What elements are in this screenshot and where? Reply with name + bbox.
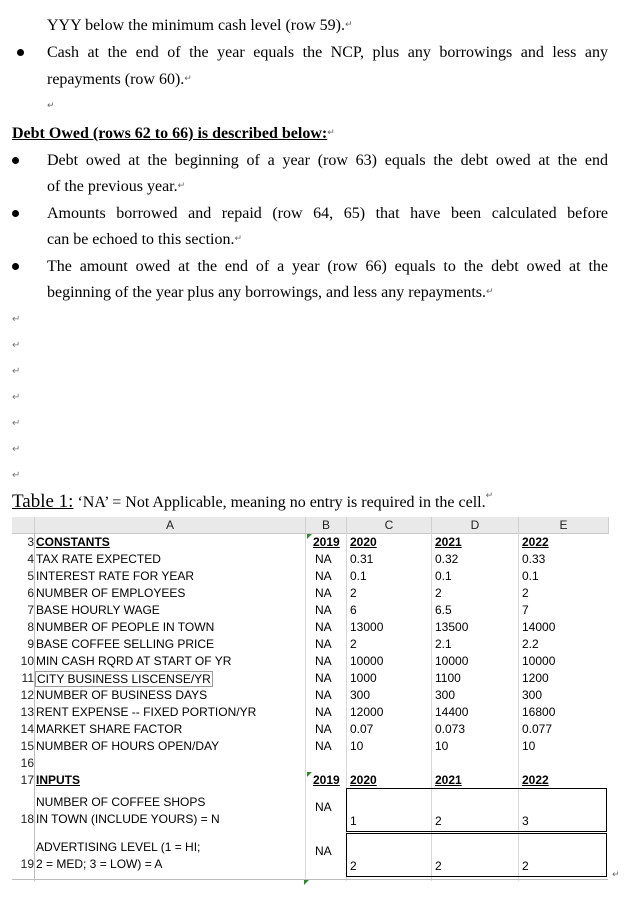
row-number: 14 [20,722,34,736]
paragraph-mark-icon: ↵ [12,366,21,377]
year-header: 2021 [435,535,462,549]
bullet-icon [17,49,24,56]
paragraph-mark-icon: ↵ [12,444,21,455]
bullet-text: Cash at the end of the year equals the NCP, plus any borrowings and less any [47,44,608,61]
input-cell[interactable]: 1 [350,814,357,828]
bullet-line [47,151,608,170]
cell-value: 14000 [522,620,556,634]
cell-value: 300 [435,688,456,702]
cell-value: 0.07 [350,722,374,736]
cell-value: 10000 [522,654,556,668]
row-number: 10 [20,654,34,668]
paragraph-mark-icon: ↵ [12,314,21,325]
cell-value: 0.33 [522,552,546,566]
cell-value: 2 [522,586,529,600]
row-number: 11 [21,671,34,685]
bullet-line [47,177,185,196]
cell-value: 1200 [522,671,549,685]
input-range-border [346,788,607,832]
row-number: 6 [27,586,34,600]
row-number: 3 [27,535,34,549]
constants-heading: CONSTANTS [36,535,110,549]
row-label: RENT EXPENSE -- FIXED PORTION/YR [36,705,257,719]
row-label: BASE HOURLY WAGE [36,603,160,617]
row-number: 15 [20,739,34,753]
paragraph-mark-icon: ↵ [12,470,21,481]
column-header-d: D [432,517,519,534]
input-cell[interactable]: 3 [522,814,529,828]
cell-value: NA [315,800,332,814]
inputs-heading: INPUTS [36,773,81,787]
paragraph-mark-icon: ↵ [612,870,620,880]
row-number: 17 [20,773,34,787]
column-header-b: B [306,517,347,534]
cell-value: 0.1 [435,569,452,583]
grid-line [34,533,35,881]
cell-value: NA [315,705,332,719]
bullet-line [47,257,608,276]
cell-value: NA [315,739,332,753]
warning-indicator-icon [307,772,312,777]
row-label: MARKET SHARE FACTOR [36,722,183,736]
cell-value: 2 [350,586,357,600]
input-cell[interactable]: 2 [522,859,529,873]
table-caption [12,491,493,513]
text-line-content: YYY below the minimum cash level (row 59). [47,17,346,34]
cell-value: 10000 [350,654,384,668]
input-label: ADVERTISING LEVEL (1 = HI; [36,840,201,854]
cell-value: 2.1 [435,637,452,651]
bullet-text: repayments (row 60). [47,71,185,88]
year-header: 2022 [522,535,549,549]
bullet-text: Amounts borrowed and repaid (row 64, 65) that have been calculated before [47,205,608,222]
input-cell[interactable]: 2 [435,859,442,873]
column-header-e: E [519,517,609,534]
row-label: NUMBER OF EMPLOYEES [36,586,186,600]
grid-line [12,879,608,880]
row-label: TAX RATE EXPECTED [36,552,161,566]
cell-value: 6 [350,603,357,617]
input-cell[interactable]: 2 [435,814,442,828]
cell-value: 0.1 [350,569,367,583]
cell-value: NA [315,671,332,685]
row-label: NUMBER OF PEOPLE IN TOWN [36,620,215,634]
table-caption-text: ‘NA’ = Not Applicable, meaning no entry is required in the cell. [73,494,486,511]
cell-value: 13500 [435,620,469,634]
cell-value: 2 [350,637,357,651]
input-label: IN TOWN (INCLUDE YOURS) = N [36,812,220,826]
year-header: 2021 [435,773,462,787]
select-all-corner [12,517,35,534]
year-header: 2019 [313,535,340,549]
paragraph-mark-icon: ↵ [12,340,21,351]
input-range-border [346,833,607,877]
bullet-icon [12,263,19,270]
text-line [47,16,353,35]
row-label: CITY BUSINESS LISCENSE/YR [37,672,211,686]
bullet-line [47,230,242,249]
column-header-a: A [35,517,306,534]
row-number: 18 [20,812,34,826]
section-heading [12,124,335,143]
cell-value: 10 [522,739,536,753]
bullet-line [47,43,608,62]
bullet-text: Debt owed at the beginning of a year (row 63) equals the debt owed at the end [47,152,608,169]
cell-value: NA [315,552,332,566]
warning-indicator-icon [307,534,312,539]
cell-value: 2.2 [522,637,539,651]
bullet-line [47,283,494,302]
bullet-text: The amount owed at the end of a year (row 66) equals to the debt owed at the [47,258,608,275]
cell-value: NA [315,569,332,583]
cell-value: 6.5 [435,603,452,617]
grid-line [305,533,306,881]
cell-value: 13000 [350,620,384,634]
input-label: 2 = MED; 3 = LOW) = A [36,857,163,871]
cell-value: NA [315,637,332,651]
cell-value: 0.32 [435,552,459,566]
row-label: BASE COFFEE SELLING PRICE [36,637,215,651]
cell-value: 10 [435,739,449,753]
row-label: NUMBER OF BUSINESS DAYS [36,688,208,702]
bullet-line [47,70,192,89]
year-header: 2022 [522,773,549,787]
row-number: 5 [27,569,34,583]
cell-value: 300 [522,688,543,702]
year-header: 2019 [313,773,340,787]
row-number: 19 [20,857,34,871]
bullet-icon [12,157,19,164]
bullet-text: can be echoed to this section. [47,231,235,248]
cell-value: NA [315,603,332,617]
year-header: 2020 [350,535,377,549]
paragraph-mark-icon: ↵ [234,234,243,244]
cell-value: NA [315,688,332,702]
paragraph-mark-icon: ↵ [177,181,186,191]
empty-line [47,97,55,116]
warning-indicator-icon [304,880,309,885]
row-number: 4 [27,552,34,566]
cell-value: 0.31 [350,552,374,566]
paragraph-mark-icon: ↵ [12,392,21,403]
cell-value: NA [315,620,332,634]
row-number: 9 [27,637,34,651]
cell-value: 16800 [522,705,556,719]
row-number: 13 [20,705,34,719]
cell-value: 0.077 [522,722,553,736]
cell-value: 10000 [435,654,469,668]
column-header-c: C [347,517,432,534]
row-number: 16 [20,756,34,770]
row-label: NUMBER OF HOURS OPEN/DAY [36,739,220,753]
input-label: NUMBER OF COFFEE SHOPS [36,795,206,809]
cell-value: NA [315,586,332,600]
paragraph-mark-icon: ↵ [486,287,494,297]
cell-value: 0.1 [522,569,539,583]
paragraph-mark-icon: ↵ [12,418,21,429]
cell-value: NA [315,722,332,736]
spreadsheet-image [12,517,608,881]
paragraph-mark-icon: ↵ [485,491,494,501]
row-number: 8 [27,620,34,634]
cell-value: 10 [350,739,364,753]
cell-value: 14400 [435,705,469,719]
bullet-icon [12,210,19,217]
paragraph-mark-icon: ↵ [47,101,55,111]
row-label: MIN CASH RQRD AT START OF YR [36,654,232,668]
year-header: 2020 [350,773,377,787]
cell-value: 7 [522,603,529,617]
cell-value: 0.073 [435,722,466,736]
cell-value: NA [315,654,332,668]
cell-value: 12000 [350,705,384,719]
bullet-line [47,204,608,223]
row-number: 12 [20,688,34,702]
section-heading-text: Debt Owed (rows 62 to 66) is described below: [12,125,328,142]
cell-value: 1000 [350,671,377,685]
paragraph-mark-icon: ↵ [345,20,353,30]
input-cell[interactable]: 2 [350,859,357,873]
cell-value: 2 [435,586,442,600]
row-number: 7 [27,603,34,617]
cell-value: NA [315,844,332,858]
bullet-text: beginning of the year plus any borrowings, and less any repayments. [47,284,487,301]
row-label: INTEREST RATE FOR YEAR [36,569,195,583]
cell-value: 300 [350,688,371,702]
paragraph-mark-icon: ↵ [327,128,335,138]
paragraph-mark-icon: ↵ [184,74,192,84]
table-caption-label: Table 1: [12,491,74,512]
bullet-text: of the previous year. [47,178,178,195]
cell-value: 1100 [435,671,461,685]
